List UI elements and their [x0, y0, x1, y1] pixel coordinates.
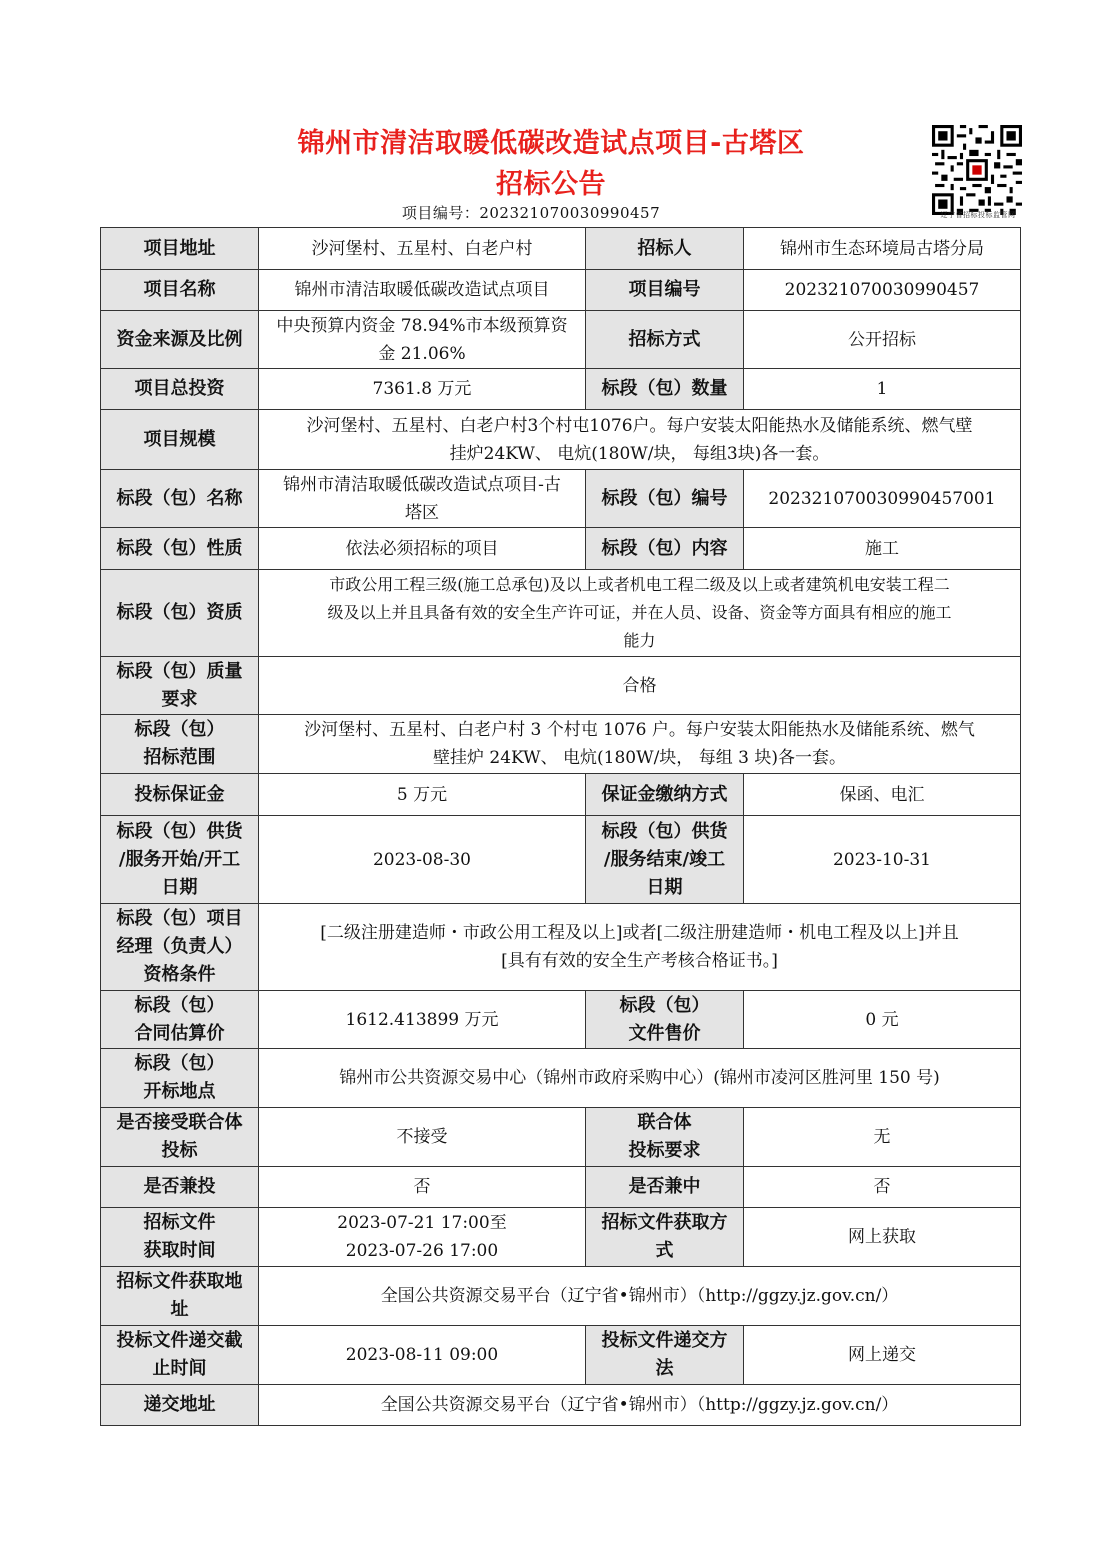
- table-row: [101, 816, 1021, 904]
- cell-value: 7361.8 万元: [259, 369, 586, 410]
- cell-value: 202321070030990457: [744, 270, 1021, 311]
- cell-label: 项目总投资: [101, 369, 259, 410]
- cell-value: 依法必须招标的项目: [259, 528, 586, 570]
- table-row: [101, 369, 1021, 410]
- cell-value: 锦州市公共资源交易中心（锦州市政府采购中心）(锦州市凌河区胜河里 150 号): [259, 1049, 1021, 1108]
- qr-caption: 辽宁省招标投标监管网: [940, 211, 1016, 219]
- table-row: [101, 1108, 1021, 1167]
- table-row: [101, 1267, 1021, 1326]
- cell-label: 投标文件递交方 法: [586, 1326, 744, 1385]
- cell-label: 标段（包）数量: [586, 369, 744, 410]
- cell-value: 2023-08-11 09:00: [259, 1326, 586, 1385]
- cell-label: 项目地址: [101, 228, 259, 270]
- table-row: [101, 228, 1021, 270]
- table-row: [101, 991, 1021, 1049]
- table-row: [101, 1049, 1021, 1108]
- cell-label: 资金来源及比例: [101, 311, 259, 369]
- announcement-subtitle: 招标公告: [496, 169, 606, 200]
- project-number-line: 项目编号：202321070030990457: [401, 204, 661, 222]
- cell-value: 锦州市生态环境局古塔分局: [744, 228, 1021, 270]
- cell-value: 2023-08-30: [259, 816, 586, 904]
- table-row: [101, 1326, 1021, 1385]
- cell-label: 标段（包）供货 /服务结束/竣工 日期: [586, 816, 744, 904]
- cell-label: 标段（包）内容: [586, 528, 744, 570]
- cell-label: 标段（包）质量 要求: [101, 657, 259, 715]
- cell-value: [二级注册建造师・市政公用工程及以上]或者[二级注册建造师・机电工程及以上]并且 [具有有效的安全生产考核合格证书。]: [259, 904, 1021, 991]
- cell-value: 5 万元: [259, 774, 586, 816]
- table-row: [101, 270, 1021, 311]
- table-row: [101, 528, 1021, 570]
- cell-label: 标段（包）性质: [101, 528, 259, 570]
- cell-value: 2023-07-21 17:00至 2023-07-26 17:00: [259, 1208, 586, 1267]
- cell-label: 标段（包）编号: [586, 470, 744, 528]
- cell-label: 是否接受联合体 投标: [101, 1108, 259, 1167]
- table-row: [101, 1208, 1021, 1267]
- cell-value: 网上获取: [744, 1208, 1021, 1267]
- cell-value: 202321070030990457001: [744, 470, 1021, 528]
- table-row: [101, 410, 1021, 470]
- cell-label: 投标文件递交截 止时间: [101, 1326, 259, 1385]
- cell-value: 锦州市清洁取暖低碳改造试点项目: [259, 270, 586, 311]
- announcement-title: 锦州市清洁取暖低碳改造试点项目-古塔区: [297, 128, 805, 159]
- cell-value: 否: [259, 1167, 586, 1208]
- cell-label: 递交地址: [101, 1385, 259, 1426]
- table-row: [101, 774, 1021, 816]
- cell-value: 沙河堡村、五星村、白老户村3个村屯1076户。每户安装太阳能热水及储能系统、燃气壁 挂炉24KW、 电炕(180W/块， 每组3块)各一套。: [259, 410, 1021, 470]
- cell-label: 是否兼投: [101, 1167, 259, 1208]
- cell-value: 合格: [259, 657, 1021, 715]
- cell-label: 标段（包）项目 经理（负责人） 资格条件: [101, 904, 259, 991]
- cell-label: 是否兼中: [586, 1167, 744, 1208]
- table-row: [101, 904, 1021, 991]
- table-row: [101, 1167, 1021, 1208]
- table-row: [101, 311, 1021, 369]
- qr-code-icon: [932, 124, 1022, 216]
- table-row: [101, 470, 1021, 528]
- cell-value: 1: [744, 369, 1021, 410]
- cell-value: 施工: [744, 528, 1021, 570]
- cell-label: 联合体 投标要求: [586, 1108, 744, 1167]
- cell-value: 沙河堡村、五星村、白老户村 3 个村屯 1076 户。每户安装太阳能热水及储能系统、燃气 壁挂炉 24KW、 电炕(180W/块， 每组 3 块)各一套。: [259, 715, 1021, 774]
- cell-value: 0 元: [744, 991, 1021, 1049]
- cell-label: 项目规模: [101, 410, 259, 470]
- cell-label: 标段（包） 招标范围: [101, 715, 259, 774]
- cell-value: 2023-10-31: [744, 816, 1021, 904]
- cell-label: 招标文件 获取时间: [101, 1208, 259, 1267]
- cell-label: 标段（包）名称: [101, 470, 259, 528]
- cell-label: 招标方式: [586, 311, 744, 369]
- cell-value: 沙河堡村、五星村、白老户村: [259, 228, 586, 270]
- cell-value: 锦州市清洁取暖低碳改造试点项目-古 塔区: [259, 470, 586, 528]
- cell-value: 市政公用工程三级(施工总承包)及以上或者机电工程二级及以上或者建筑机电安装工程二 级及以上并且具备有效的安全生产许可证，并在人员、设备、资金等方面具有相应的施工 能力: [259, 570, 1021, 657]
- cell-label: 保证金缴纳方式: [586, 774, 744, 816]
- cell-value: 1612.413899 万元: [259, 991, 586, 1049]
- cell-label: 标段（包）供货 /服务开始/开工 日期: [101, 816, 259, 904]
- cell-label: 项目编号: [586, 270, 744, 311]
- cell-value: 无: [744, 1108, 1021, 1167]
- table-row: [101, 1385, 1021, 1426]
- cell-label: 标段（包） 文件售价: [586, 991, 744, 1049]
- cell-value: 全国公共资源交易平台（辽宁省•锦州市）（http://ggzy.jz.gov.cn/）: [259, 1267, 1021, 1326]
- cell-label: 标段（包） 开标地点: [101, 1049, 259, 1108]
- cell-value: 保函、电汇: [744, 774, 1021, 816]
- cell-value: 全国公共资源交易平台（辽宁省•锦州市）（http://ggzy.jz.gov.cn/）: [259, 1385, 1021, 1426]
- cell-label: 标段（包） 合同估算价: [101, 991, 259, 1049]
- table-row: [101, 715, 1021, 774]
- cell-label: 标段（包）资质: [101, 570, 259, 657]
- cell-value: 不接受: [259, 1108, 586, 1167]
- cell-value: 否: [744, 1167, 1021, 1208]
- cell-label: 招标人: [586, 228, 744, 270]
- table-row: [101, 570, 1021, 657]
- cell-label: 项目名称: [101, 270, 259, 311]
- cell-label: 招标文件获取地 址: [101, 1267, 259, 1326]
- tender-info-table: [100, 227, 1021, 1426]
- cell-value: 公开招标: [744, 311, 1021, 369]
- cell-value: 网上递交: [744, 1326, 1021, 1385]
- cell-value: 中央预算内资金 78.94%市本级预算资 金 21.06%: [259, 311, 586, 369]
- cell-label: 招标文件获取方 式: [586, 1208, 744, 1267]
- cell-label: 投标保证金: [101, 774, 259, 816]
- table-row: [101, 657, 1021, 715]
